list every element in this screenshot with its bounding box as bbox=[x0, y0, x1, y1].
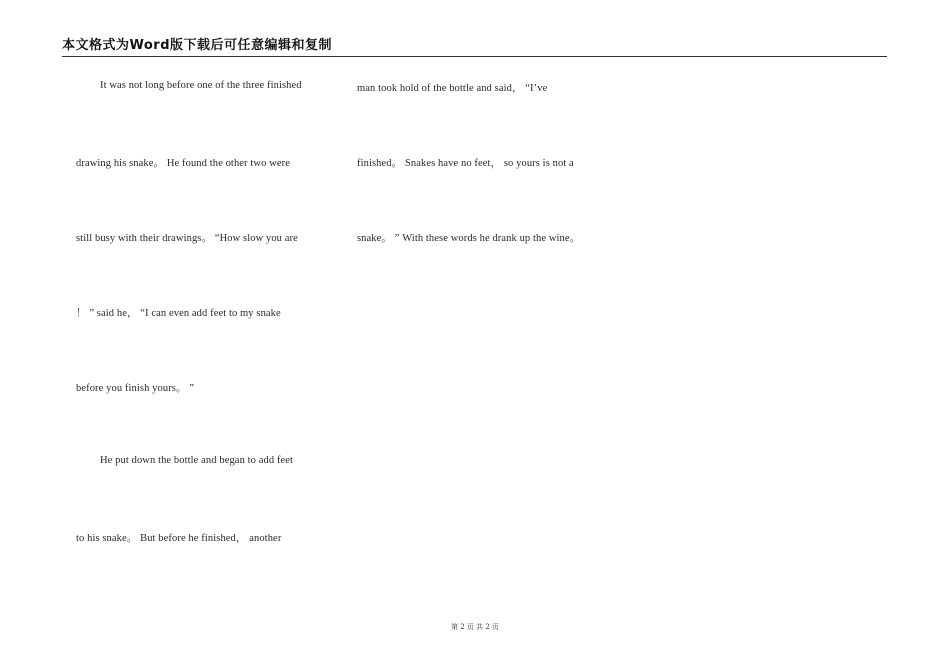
text-line: It was not long before one of the three finished bbox=[100, 80, 302, 91]
page-indicator: 第 2 页 共 2 页 bbox=[450, 623, 500, 631]
text-line: before you finish yours。 ” bbox=[76, 383, 195, 394]
text-line: still busy with their drawings。 “How slow you are bbox=[76, 233, 298, 244]
text-line: snake。 ” With these words he drank up the wine。 bbox=[357, 233, 581, 244]
text-line: to his snake。 But before he finished， another bbox=[76, 533, 282, 544]
text-line: man took hold of the bottle and said， “I’ve bbox=[357, 83, 548, 94]
page-header bbox=[62, 34, 887, 57]
header-title: 本文格式为Word版下载后可任意编辑和复制 bbox=[62, 38, 333, 53]
page-footer bbox=[0, 622, 950, 632]
text-line: He put down the bottle and began to add feet bbox=[100, 455, 294, 466]
text-line: ！ ” said he， “I can even add feet to my snake bbox=[76, 308, 281, 319]
text-line: drawing his snake。 He found the other two were bbox=[76, 158, 290, 169]
text-line: finished。 Snakes have no feet， so yours is not a bbox=[357, 158, 574, 169]
